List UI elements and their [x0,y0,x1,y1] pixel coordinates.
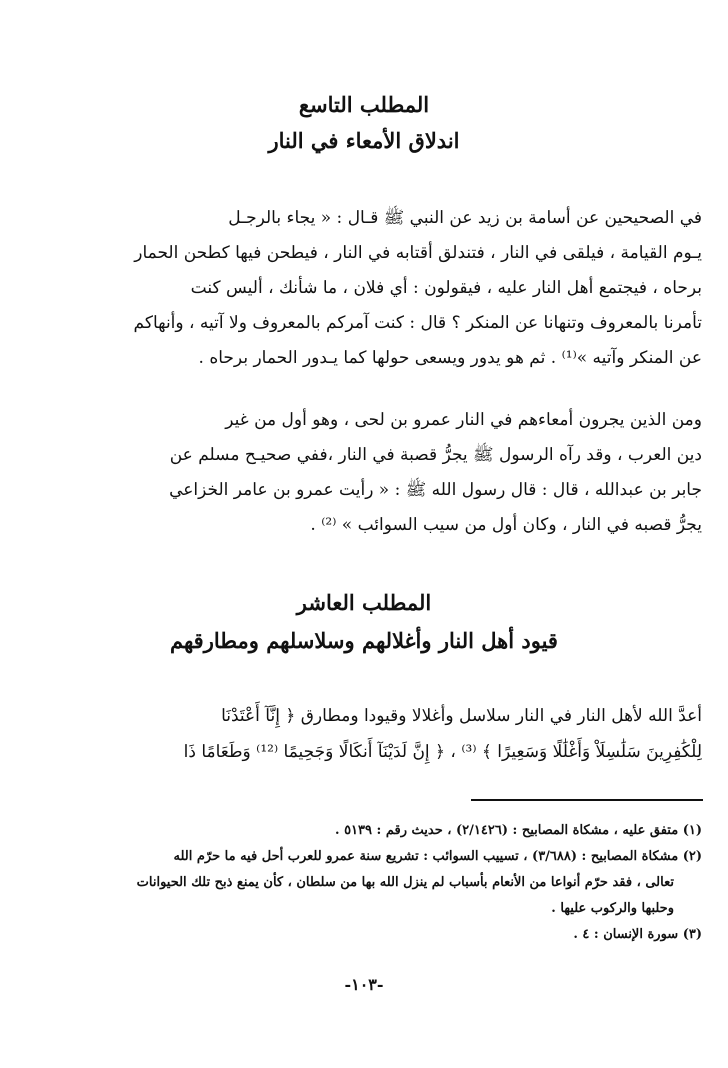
footnote-divider [471,799,703,801]
page-number: -١٠٣- [344,975,384,994]
section-10-heading: المطلب العاشر [296,590,432,615]
section-9-paragraph-1 [126,201,702,376]
section-9-title: اندلاق الأمعاء في النار [268,128,460,153]
text-line: ومن الذين يجرون أمعاءهم في النار عمرو بن لحى ، وهو أول من غير [225,410,702,430]
section-10-title: قيود أهل النار وأغلالهم وسلاسلهم ومطارقهم [170,628,558,653]
text-line: عن المنكر وآتيه »⁽¹⁾ . ثم هو يدور ويسعى حولها كما يـدور الحمار برحاه . [198,348,702,368]
quran-verse-line: لِلْكَٰفِرِينَ سَلَٰسِلَاْ وَأَغْلَٰلًا وَسَعِيرًا ﴾ ⁽³⁾ ، ﴿ إِنَّ لَدَيْنَآ أَنكَالًا وَجَحِيمًا ⁽¹²⁾ وَطَعَامًا ذَا [183,742,702,762]
text-line: أعدَّ الله لأهل النار في النار سلاسل وأغلالا وقيودا ومطارق ﴿ إِنَّآ أَعْتَدْنَا [221,706,702,726]
footnote-2: (٢) مشكاة المصابيح : (٣/٦٨٨) ، تسييب السوائب : تشريع سنة عمرو للعرب أحل فيه ما حرّم الله [173,849,702,864]
text-line: يـوم القيامة ، فيلقى في النار ، فتندلق أقتابه في النار ، فيطحن فيها كطحن الحمار [134,243,702,263]
footnote-2-continuation: تعالى ، فقد حرّم أنواعا من الأنعام بأسباب لم ينزل الله بها من سلطان ، كأن يمنع ذبح تلك الحيوانات [136,875,674,890]
section-10-paragraph [126,699,702,770]
footnotes [126,818,702,948]
text-line: برحاه ، فيجتمع أهل النار عليه ، فيقولون : أي فلان ، ما شأنك ، أليس كنت [190,278,702,298]
footnote-1: (١) متفق عليه ، مشكاة المصابيح : (٢/١٤٢٦) ، حديث رقم : ٥١٣٩ . [335,823,702,838]
footnote-3: (٣) سورة الإنسان : ٤ . [573,927,702,942]
text-line: في الصحيحين عن أسامة بن زيد عن النبي ﷺ قـال : « يجاء بالرجـل [228,208,702,228]
text-line: يجرُّ قصبه في النار ، وكان أول من سيب السوائب » ⁽²⁾ . [310,515,702,535]
section-9-heading: المطلب التاسع [298,92,430,117]
section-9-paragraph-2 [126,403,702,543]
text-line: تأمرنا بالمعروف وتنهانا عن المنكر ؟ قال : كنت آمركم بالمعروف ولا آتيه ، وأنهاكم [133,313,702,333]
text-line: جابر بن عبدالله ، قال : قال رسول الله ﷺ : « رأيت عمرو بن عامر الخزاعي [169,480,702,500]
text-line: دين العرب ، وقد رآه الرسول ﷺ يجرُّ قصبة في النار ،ففي صحيـح مسلم عن [169,445,702,465]
footnote-2-continuation: وحلبها والركوب عليها . [551,901,674,916]
